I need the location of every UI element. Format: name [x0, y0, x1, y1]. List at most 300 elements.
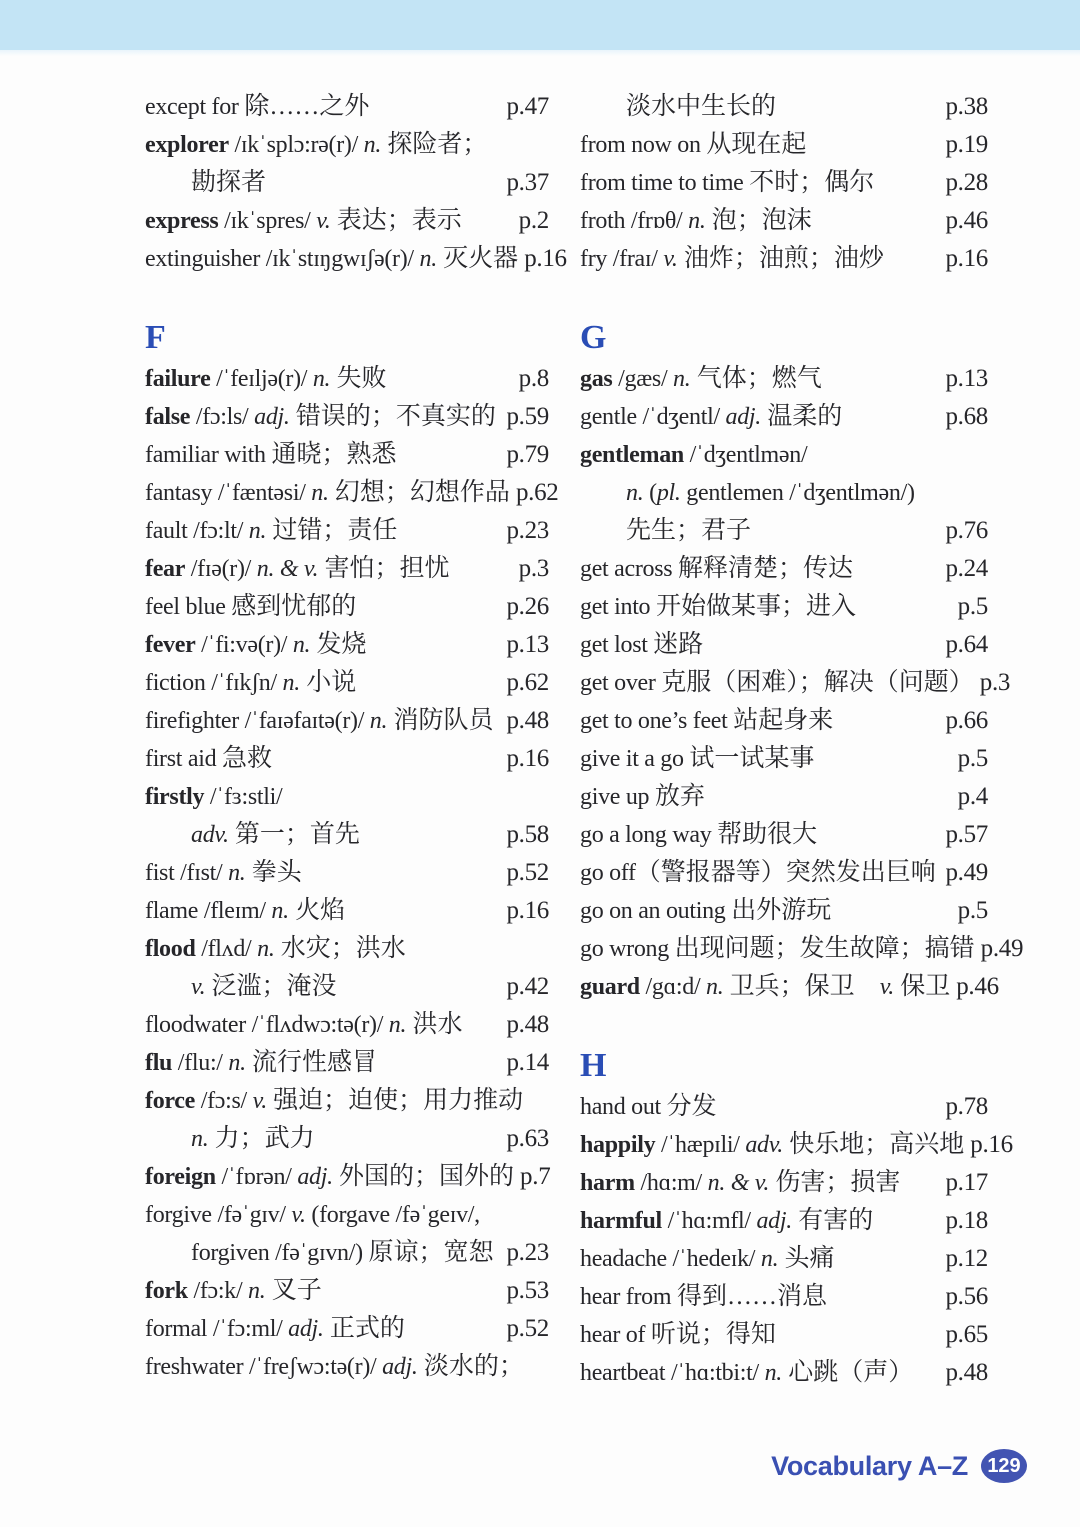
entry-segment: 表达；表示 [330, 207, 462, 234]
page-ref: p.7 [520, 1163, 551, 1190]
entry-segment: n. [312, 366, 331, 392]
entry-text [145, 550, 449, 591]
vocab-line [580, 1354, 988, 1392]
page-ref: p.78 [945, 1093, 988, 1120]
headword: express [145, 208, 219, 234]
entry-text [580, 550, 853, 591]
entry-segment: 有害的 [791, 1207, 874, 1234]
entry-segment: n. [248, 1278, 266, 1304]
entry-segment: 外国的；国外的 [332, 1163, 515, 1190]
entry-segment: firefighter /ˈfaɪəfaɪtə(r)/ [145, 708, 370, 734]
page-ref: p.49 [945, 859, 988, 886]
entry-text [145, 126, 487, 167]
vocab-line [580, 626, 988, 664]
vocab-line [145, 930, 549, 968]
entry-text [145, 1082, 523, 1123]
entry-text [580, 126, 806, 167]
page-ref: p.4 [957, 783, 988, 810]
vocab-line [145, 588, 549, 626]
entry-text [580, 1278, 827, 1319]
vocab-line [580, 702, 988, 740]
page-number-badge: 129 [981, 1449, 1027, 1483]
entry-segment: 伤害；损害 [769, 1169, 901, 1196]
entry-segment: floodwater /ˈflʌdwɔ:tə(r)/ [145, 1012, 389, 1038]
entry-segment: v. [663, 246, 678, 272]
entry-segment: /gæs/ [612, 366, 674, 392]
entry-segment: adv. [745, 1132, 783, 1158]
entry-segment: 气体；燃气 [690, 365, 822, 392]
headword: foreign [145, 1164, 216, 1190]
entry-text [145, 892, 345, 933]
entry-segment: hand out [580, 1094, 667, 1120]
entry-segment: adj. [254, 404, 290, 430]
headword: false [145, 404, 191, 430]
page-ref: p.52 [506, 1315, 549, 1342]
entry-text [145, 474, 510, 515]
headword: flu [145, 1050, 173, 1076]
entry-segment: familiar with [145, 442, 272, 468]
entry-segment: adj. [288, 1316, 324, 1342]
vocab-line [145, 240, 567, 278]
vocab-line [145, 164, 549, 202]
vocab-line [145, 88, 549, 126]
entry-segment: 火焰 [288, 897, 346, 924]
entry-segment: heartbeat /ˈhɑ:tbi:t/ [580, 1360, 765, 1386]
entry-text [145, 1348, 524, 1389]
vocab-line [580, 474, 988, 512]
entry-text [145, 1196, 480, 1237]
vocab-line [145, 1234, 549, 1272]
entry-text [145, 1158, 514, 1199]
entry-segment: 不时；偶尔 [749, 169, 875, 196]
entry-segment: /flʌd/ [195, 936, 258, 962]
vocab-line [580, 1278, 988, 1316]
entry-text [580, 1316, 776, 1357]
page-ref: p.5 [957, 593, 988, 620]
page-ref: p.79 [506, 441, 549, 468]
headword: happily [580, 1132, 656, 1158]
vocab-line [580, 588, 988, 626]
vocab-line [580, 398, 988, 436]
vocab-line [145, 550, 549, 588]
entry-segment: /fɔ:s/ [195, 1088, 253, 1114]
vocab-line [145, 702, 549, 740]
entry-segment: from time to time [580, 170, 750, 196]
entry-text [145, 1120, 315, 1161]
vocab-line [145, 968, 549, 1006]
page-ref: p.68 [945, 403, 988, 430]
vocab-line [145, 1044, 549, 1082]
entry-segment: (forgave /fəˈgeɪv/, [305, 1202, 480, 1228]
entry-segment: /ɪkˈsplɔ:rə(r)/ [228, 132, 364, 158]
entry-segment: 发烧 [310, 631, 367, 658]
entry-segment: fry /fraɪ/ [580, 246, 664, 272]
entry-text [145, 740, 272, 781]
page-ref: p.37 [506, 169, 549, 196]
page-ref: p.76 [945, 517, 988, 544]
page-ref: p.57 [945, 821, 988, 848]
entry-segment: headache /ˈhedeɪk/ [580, 1246, 761, 1272]
headword: fear [145, 556, 186, 582]
entry-segment: 错误的；不真实的 [289, 403, 496, 430]
vocab-line [580, 664, 1011, 702]
entry-segment: feel blue [145, 594, 232, 620]
entry-segment: flame /fleɪm/ [145, 898, 272, 924]
entry-segment: 得到……消息 [676, 1283, 827, 1310]
entry-segment: fist /fɪst/ [145, 860, 229, 886]
entry-segment: 正式的 [323, 1315, 405, 1342]
entry-text [580, 702, 833, 743]
vocab-line [145, 474, 559, 512]
entry-segment: v. [191, 974, 206, 1000]
entry-segment: 开始做某事；进入 [655, 593, 856, 620]
entry-text [580, 474, 915, 515]
entry-text [145, 930, 406, 971]
entry-segment: 听说；得知 [650, 1321, 776, 1348]
vocab-line [145, 816, 549, 854]
entry-segment: give up [580, 784, 655, 810]
entry-segment: 失败 [330, 365, 387, 392]
page-ref: p.14 [506, 1049, 549, 1076]
page-ref: p.46 [956, 973, 999, 1000]
entry-segment: n. [673, 366, 691, 392]
page-ref: p.26 [506, 593, 549, 620]
section-letter-F: F [145, 319, 166, 356]
entry-text [580, 588, 856, 629]
entry-text [145, 1234, 494, 1275]
entry-segment: /ˈdʒentlmən/ [683, 442, 808, 468]
entry-segment: 温柔的 [760, 403, 843, 430]
entry-segment: 迷路 [653, 631, 704, 658]
entry-segment: 流行性感冒 [245, 1049, 378, 1076]
vocab-line [145, 1348, 549, 1386]
entry-segment: 拳头 [245, 859, 302, 886]
entry-text [580, 164, 874, 205]
entry-segment: ( [643, 480, 657, 506]
page-ref: p.24 [945, 555, 988, 582]
page-ref: p.48 [506, 1011, 549, 1038]
page-ref: p.13 [945, 365, 988, 392]
entry-segment: n. [760, 1246, 779, 1272]
entry-segment: go off [580, 860, 636, 886]
entry-segment: 心跳（声） [781, 1359, 914, 1386]
vocab-line [145, 1082, 549, 1120]
entry-segment: 卫兵；保卫 [723, 973, 880, 1000]
entry-text [145, 816, 360, 857]
entry-segment: 解释清楚；传达 [678, 555, 854, 582]
entry-segment: n. [626, 480, 644, 506]
entry-text [580, 88, 776, 129]
page-ref: p.16 [970, 1131, 1013, 1158]
entry-text [580, 360, 822, 401]
entry-segment: get into [580, 594, 656, 620]
entry-segment: adj. [725, 404, 761, 430]
entry-segment: froth /frɒθ/ [580, 208, 689, 234]
vocab-line [145, 892, 549, 930]
vocab-line [145, 436, 549, 474]
entry-segment: go on an outing [580, 898, 732, 924]
page-ref: p.53 [506, 1277, 549, 1304]
entry-text [145, 588, 356, 629]
entry-text [580, 968, 950, 1009]
entry-text [145, 398, 496, 439]
vocab-line [580, 1126, 1013, 1164]
page-ref: p.13 [506, 631, 549, 658]
headword: failure [145, 366, 211, 392]
entry-segment: 出外游玩 [731, 897, 832, 924]
entry-segment: 先生；君子 [626, 517, 752, 544]
entry-segment: get across [580, 556, 678, 582]
entry-segment: /ɪkˈspres/ [218, 208, 317, 234]
entry-segment: 力；武力 [208, 1125, 315, 1152]
headword: fork [145, 1278, 188, 1304]
vocab-line [580, 436, 988, 474]
entry-segment: n. [369, 708, 388, 734]
page-ref: p.48 [506, 707, 549, 734]
entry-segment: 分发 [666, 1093, 717, 1120]
vocab-line [580, 968, 999, 1006]
vocabulary-column-right [580, 88, 1024, 1392]
entry-text [145, 968, 337, 1009]
entry-segment: adj. [297, 1164, 333, 1190]
page-ref: p.65 [945, 1321, 988, 1348]
vocab-line [145, 664, 549, 702]
entry-segment: 头痛 [778, 1245, 835, 1272]
entry-text [145, 88, 369, 129]
entry-segment: 水灾；洪水 [274, 935, 406, 962]
vocab-line [580, 240, 988, 278]
entry-segment: /fɪə(r)/ [185, 556, 257, 582]
entry-text [145, 664, 356, 705]
entry-text [580, 816, 817, 857]
section-letter-H: H [580, 1047, 607, 1084]
entry-segment: 小说 [299, 669, 357, 696]
page-ref: p.2 [518, 207, 549, 234]
page-ref: p.18 [945, 1207, 988, 1234]
entry-segment: 淡水中生长的 [626, 93, 777, 120]
vocab-line [145, 1006, 549, 1044]
page-ref: p.8 [518, 365, 549, 392]
entry-segment: 淡水的； [417, 1353, 524, 1380]
page-ref: p.63 [506, 1125, 549, 1152]
entry-segment: 克服（困难）；解决（问题） [661, 669, 974, 696]
entry-text [580, 854, 936, 895]
page-ref: p.64 [945, 631, 988, 658]
entry-segment: n. [248, 518, 267, 544]
page-ref: p.46 [945, 207, 988, 234]
page-ref: p.5 [957, 897, 988, 924]
entry-segment: n. [688, 208, 706, 234]
entry-segment: /ˈfi:və(r)/ [195, 632, 293, 658]
vocab-line [580, 126, 988, 164]
entry-segment: （警报器等）突然发出巨响 [635, 859, 936, 886]
entry-text [145, 778, 282, 819]
section-letter-G: G [580, 319, 607, 356]
entry-segment: v. [252, 1088, 267, 1114]
entry-text [145, 360, 387, 401]
entry-segment: n. [271, 898, 289, 924]
entry-segment: 泛滥；淹没 [205, 973, 337, 1000]
entry-text [580, 1126, 964, 1167]
vocab-line [145, 398, 549, 436]
entry-segment: n. [257, 936, 275, 962]
vocab-line [145, 360, 549, 398]
entry-segment: give it a go [580, 746, 690, 772]
page-ref: p.58 [506, 821, 549, 848]
page-ref: p.66 [945, 707, 988, 734]
entry-segment: v. [879, 974, 894, 1000]
vocab-line [145, 854, 549, 892]
entry-text [145, 512, 397, 553]
vocab-line [145, 1310, 549, 1348]
headword: flood [145, 936, 196, 962]
page-ref: p.56 [945, 1283, 988, 1310]
entry-segment: n. [764, 1360, 782, 1386]
entry-segment: from now on [580, 132, 707, 158]
page-ref: p.16 [506, 897, 549, 924]
entry-segment: 消防队员 [387, 707, 494, 734]
entry-segment: pl. [656, 480, 681, 506]
headword: fever [145, 632, 196, 658]
entry-text [580, 436, 807, 477]
vocab-line [580, 1164, 988, 1202]
page-footer [771, 1449, 1027, 1483]
entry-text [145, 436, 396, 477]
entry-segment: v. [316, 208, 331, 234]
vocab-line [580, 1088, 988, 1126]
vocab-line [580, 512, 988, 550]
page-ref: p.17 [945, 1169, 988, 1196]
vocab-line [580, 854, 988, 892]
entry-segment: extinguisher /ɪkˈstɪŋgwɪʃə(r)/ [145, 246, 420, 272]
page-ref: p.12 [945, 1245, 988, 1272]
headword: guard [580, 974, 640, 1000]
entry-segment: gentlemen /ˈdʒentlmən/) [680, 480, 915, 506]
page-ref: p.16 [506, 745, 549, 772]
page-ref: p.16 [524, 245, 567, 272]
entry-segment: n. [363, 132, 382, 158]
vocab-line [145, 1120, 549, 1158]
entry-text [580, 202, 812, 243]
entry-text [580, 1088, 717, 1129]
entry-text [145, 164, 266, 205]
page-ref: p.62 [506, 669, 549, 696]
entry-text [145, 1006, 462, 1047]
entry-segment: get over [580, 670, 662, 696]
entry-segment: 第一；首先 [228, 821, 360, 848]
entry-segment: 帮助很大 [717, 821, 818, 848]
entry-segment: n. [419, 246, 437, 272]
entry-segment: /flu:/ [172, 1050, 229, 1076]
entry-segment: n. [228, 860, 246, 886]
entry-segment: 原谅；宽恕 [368, 1239, 494, 1266]
vocab-line [580, 930, 1024, 968]
entry-segment: 探险者； [381, 131, 488, 158]
entry-segment: freshwater /ˈfreʃwɔ:tə(r)/ [145, 1354, 383, 1380]
entry-segment: n. [228, 1050, 246, 1076]
headword: firstly [145, 784, 205, 810]
entry-text [580, 1240, 835, 1281]
vocab-line [580, 1240, 988, 1278]
entry-segment: get to one’s feet [580, 708, 734, 734]
entry-segment: 感到忧郁的 [231, 593, 357, 620]
vocab-line [580, 778, 988, 816]
entry-segment: 放弃 [654, 783, 705, 810]
entry-segment: n. [706, 974, 724, 1000]
vocab-line [580, 360, 988, 398]
vocab-line [580, 816, 988, 854]
vocab-line [145, 126, 549, 164]
entry-segment: n. & v. [707, 1170, 770, 1196]
entry-segment: 叉子 [265, 1277, 322, 1304]
entry-segment: n. [191, 1126, 209, 1152]
page-ref: p.3 [979, 669, 1011, 696]
entry-segment: n. & v. [256, 556, 319, 582]
entry-segment: 快乐地；高兴地 [783, 1131, 965, 1158]
vocabulary-column-left [145, 88, 567, 1392]
entry-segment: hear from [580, 1284, 677, 1310]
entry-segment: /fɔ:ls/ [190, 404, 255, 430]
entry-segment: adj. [756, 1208, 792, 1234]
page-ref: p.38 [945, 93, 988, 120]
entry-text [145, 854, 302, 895]
entry-segment: 洪水 [406, 1011, 463, 1038]
page-ref: p.5 [957, 745, 988, 772]
entry-segment: fantasy /ˈfæntəsi/ [145, 480, 312, 506]
entry-text [145, 1310, 405, 1351]
vocab-line [145, 626, 549, 664]
entry-segment: 泡；泡沫 [705, 207, 812, 234]
entry-text [145, 626, 367, 667]
vocab-line [145, 512, 549, 550]
page-ref: p.28 [945, 169, 988, 196]
entry-text [145, 1272, 322, 1313]
footer-section-title: Vocabulary A–Z [771, 1450, 968, 1481]
vocab-line [580, 550, 988, 588]
entry-text [580, 398, 842, 439]
headword: harm [580, 1170, 635, 1196]
vocab-line [145, 778, 549, 816]
entry-segment: /ˈhɑ:mfl/ [661, 1208, 757, 1234]
entry-segment: 从现在起 [706, 131, 807, 158]
vocab-line [145, 1272, 549, 1310]
entry-segment: go wrong [580, 936, 675, 962]
entry-segment: hear of [580, 1322, 651, 1348]
entry-segment: /ˈfɒrən/ [215, 1164, 298, 1190]
vocabulary-page-body [145, 88, 1024, 1392]
entry-segment: n. [311, 480, 329, 506]
page-ref: p.3 [518, 555, 549, 582]
entry-segment: 灭火器 [436, 245, 519, 272]
page-ref: p.42 [506, 973, 549, 1000]
page-ref: p.47 [506, 93, 549, 120]
entry-text [580, 240, 884, 281]
entry-segment: adj. [382, 1354, 418, 1380]
vocab-line [145, 740, 549, 778]
headword: harmful [580, 1208, 662, 1234]
entry-segment: 强迫；迫使；用力推动 [266, 1087, 524, 1114]
entry-text [580, 1202, 873, 1243]
entry-text [580, 512, 751, 553]
page-ref: p.16 [945, 245, 988, 272]
headword: force [145, 1088, 196, 1114]
entry-segment: 害怕；担忧 [318, 555, 450, 582]
entry-segment: n. [388, 1012, 407, 1038]
entry-segment: forgive /fəˈgɪv/ [145, 1202, 292, 1228]
page-ref: p.62 [515, 479, 559, 506]
page-ref: p.19 [945, 131, 988, 158]
entry-segment: 除……之外 [244, 93, 370, 120]
